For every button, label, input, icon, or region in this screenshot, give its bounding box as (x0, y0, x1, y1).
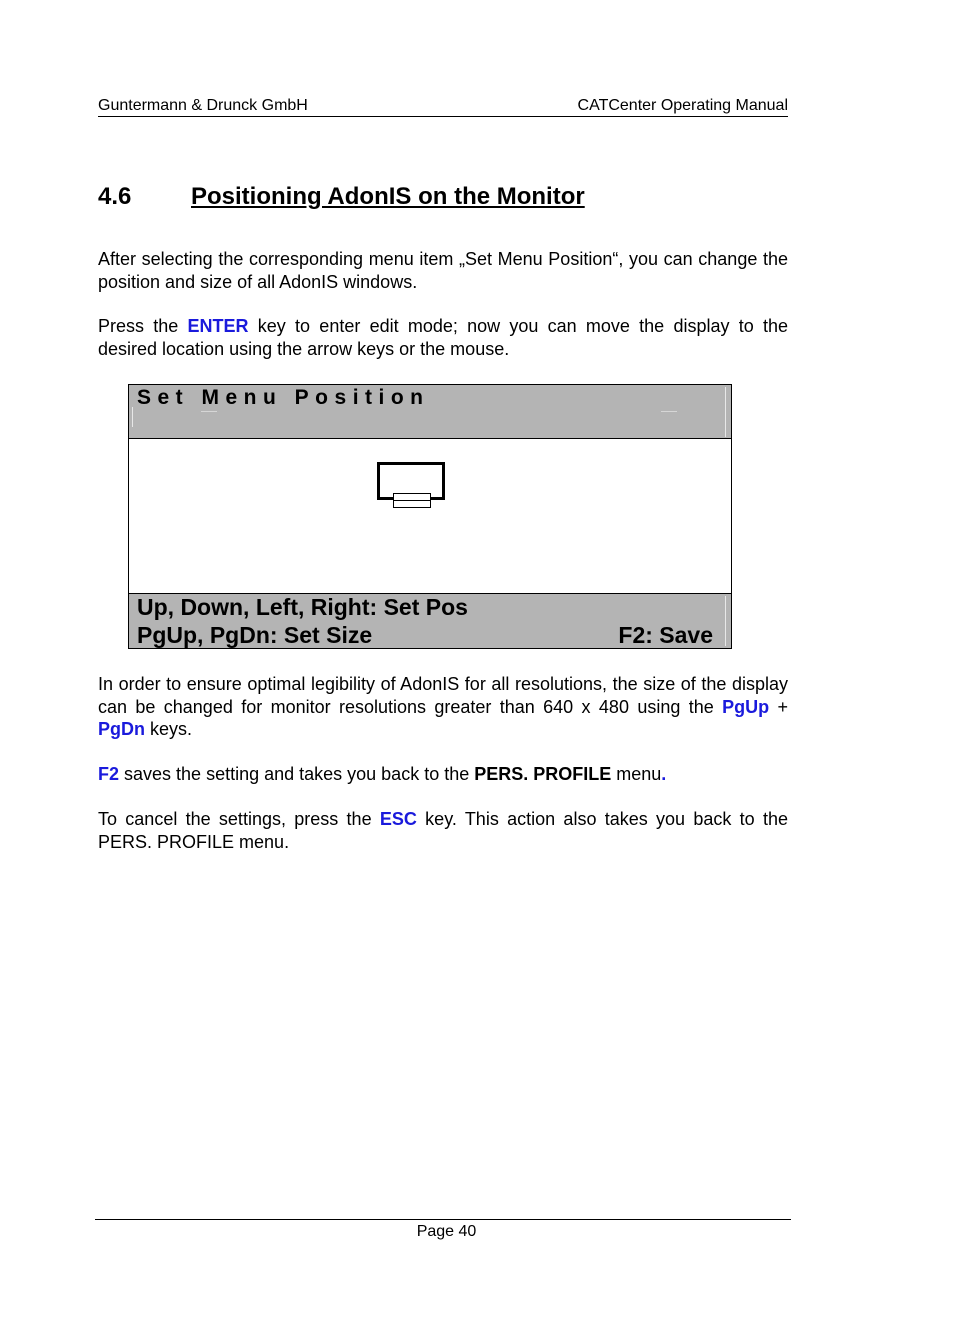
paragraph-esc (98, 808, 788, 853)
text: + (769, 696, 788, 717)
paragraph-f2 (98, 763, 788, 786)
menu-name: PERS. PROFILE (474, 764, 612, 784)
text: . (661, 764, 667, 784)
text: key to enter edit mode; now you can move the display to the desired location using the arrow keys or the mouse. (98, 316, 788, 359)
key-f2: F2 (98, 764, 120, 784)
titlebar-highlight (132, 407, 133, 427)
key-pgup: PgUp (722, 696, 770, 717)
footer-highlight (725, 596, 726, 646)
menu-position-preview-bar (393, 493, 431, 508)
page-number: Page 40 (416, 1223, 477, 1240)
footer-divider (95, 1219, 791, 1220)
footer-set-pos-hint: Up, Down, Left, Right: Set Pos (137, 594, 468, 620)
header-company: Guntermann & Drunck GmbH (98, 97, 308, 114)
header-manual-title: CATCenter Operating Manual (577, 97, 788, 114)
text: To cancel the settings, press the (98, 809, 380, 829)
text: Press the (98, 316, 188, 336)
footer-save-hint: F2: Save (618, 622, 713, 648)
paragraph-enter (98, 315, 788, 360)
text: key. This action also takes you back to the PERS. PROFILE menu. (98, 809, 788, 852)
section-title: Positioning AdonIS on the Monitor (191, 183, 585, 210)
titlebar-highlight (725, 387, 726, 437)
section-number: 4.6 (98, 183, 132, 210)
screen-title: Set Menu Position (137, 386, 430, 409)
page-header (98, 97, 788, 117)
text: In order to ensure optimal legibility of AdonIS for all resolutions, the size of the display can be changed for monitor resolutions greater than 640 x 480 using the (98, 674, 788, 717)
footer-set-size-hint: PgUp, PgDn: Set Size (137, 622, 373, 648)
titlebar-tick (201, 411, 217, 412)
paragraph-resolution (98, 673, 788, 741)
titlebar-tick (661, 411, 677, 412)
paragraph-intro: After selecting the corresponding menu item „Set Menu Position“, you can change the position and size of all AdonIS windows. (98, 249, 788, 292)
key-esc: ESC (379, 809, 417, 829)
text: keys. (145, 719, 193, 739)
set-menu-position-screen (128, 384, 732, 649)
text: saves the setting and takes you back to the (119, 764, 475, 784)
text: menu (611, 764, 662, 784)
screen-titlebar (129, 385, 731, 439)
screen-footer (129, 593, 731, 648)
key-enter: ENTER (187, 316, 249, 336)
key-pgdn: PgDn (98, 719, 145, 739)
